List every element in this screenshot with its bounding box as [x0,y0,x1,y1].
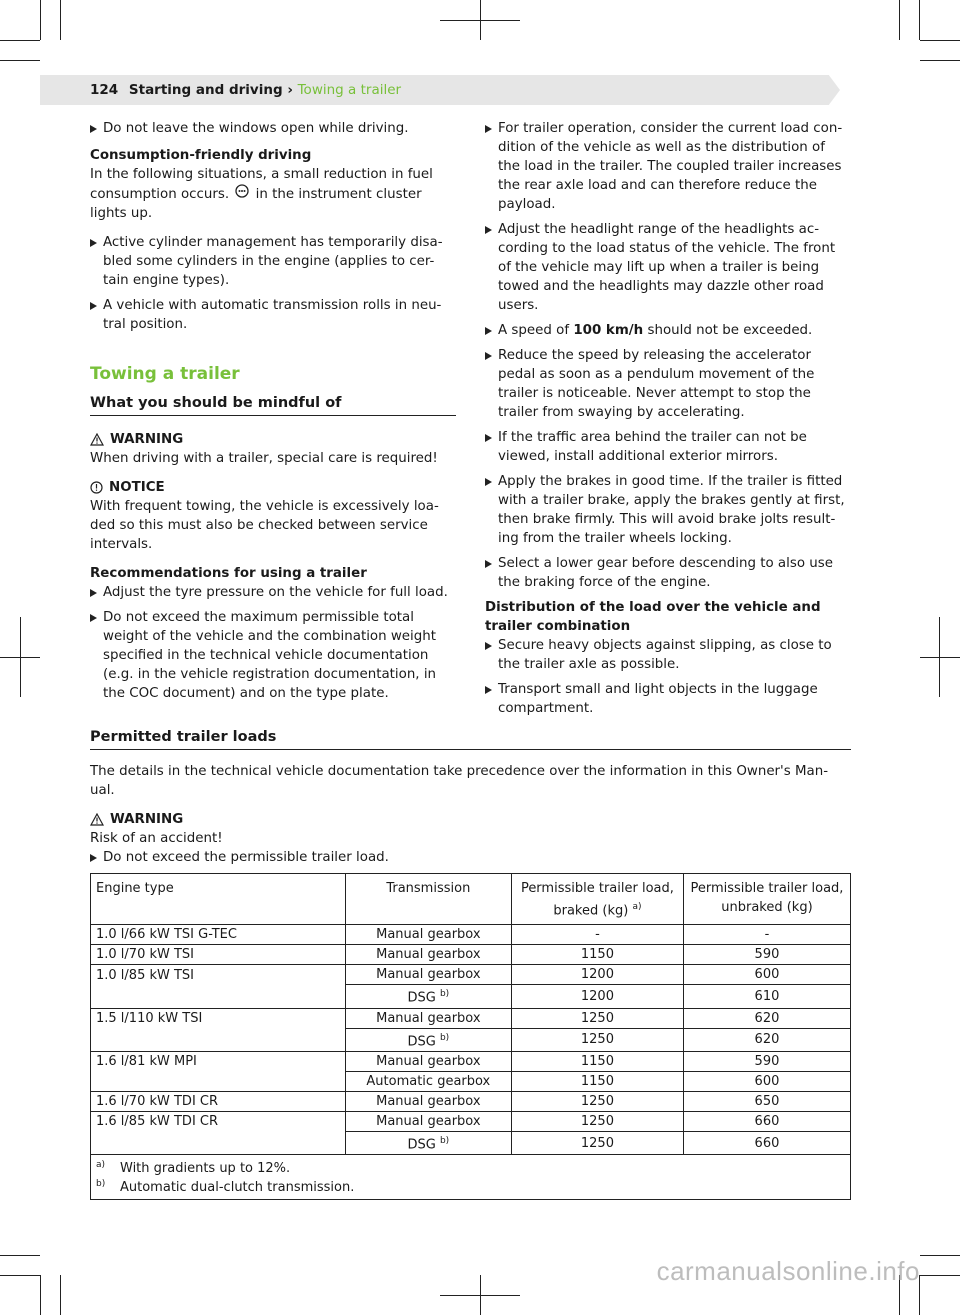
transmission-note: b) [439,989,450,1000]
cell-unbraked [683,1091,850,1111]
cell-braked [511,1051,683,1071]
cell-braked [511,985,683,1008]
page-number: 124 [90,82,119,98]
cell-braked-text: 1200 [580,988,614,1004]
cell-engine [91,1091,345,1111]
cell-engine [91,1051,345,1071]
header-braked-text: Permissible trailer load, braked (kg) [520,881,674,919]
list-item: Adjust the tyre pressure on the vehicle for full load. [90,583,456,602]
cell-engine [91,1008,345,1028]
consumption-block [90,146,456,223]
table-header-row [91,874,850,925]
cell-unbraked [683,1111,850,1131]
warning-text: Risk of an accident! [90,831,223,846]
list-item: Do not leave the windows open while driving. [90,119,456,138]
cell-braked-text: 1250 [580,1135,614,1151]
table-row [91,1071,850,1091]
list-item-speed [485,321,851,340]
cell-transmission-text: Manual gearbox [376,927,481,943]
cell-engine-text: 1.5 l/110 kW TSI [96,1010,203,1026]
cell-engine-text: 1.6 l/70 kW TDI CR [96,1093,219,1109]
cell-braked [511,1028,683,1051]
cell-braked-text: - [595,927,600,943]
transmission-note: b) [439,1135,450,1146]
list-item: A vehicle with automatic transmission rolls in neu-tral position. [90,296,456,334]
cell-transmission [345,945,511,965]
cell-unbraked [683,1131,850,1154]
footnote [96,1159,845,1178]
running-header [90,80,401,100]
cell-engine-text: 1.0 l/66 kW TSI G-TEC [96,927,237,943]
cell-unbraked-text: 660 [754,1135,780,1151]
table-row [91,1131,850,1154]
warning-label: WARNING [110,432,184,447]
cell-transmission [345,1071,511,1091]
cell-transmission [345,1091,511,1111]
sub-title: What you should be mindful of [90,394,456,416]
right-column [485,119,851,724]
trailer-load-table [90,873,851,1200]
section-title: Towing a trailer [90,364,240,384]
list-item: Adjust the headlight range of the headlights ac-cording to the load status of the vehicle. The front of the vehicle may lift up when a trailer is being towed and the headlights may dazzle other road users. [485,220,851,315]
cell-engine-text: 1.6 l/81 kW MPI [96,1054,197,1070]
cell-unbraked-text: 660 [754,1113,780,1129]
table-row [91,1051,850,1071]
cell-engine-text: 1.6 l/85 kW TDI CR [96,1114,219,1130]
cell-unbraked-text: 590 [754,947,780,963]
table-row [91,925,850,945]
cell-transmission-text: DSG [407,990,436,1006]
cell-engine [91,1028,345,1051]
cell-transmission-text: DSG [407,1137,436,1153]
table-row [91,965,850,985]
cell-braked [511,945,683,965]
table-footnotes-row [91,1155,850,1200]
notice-label: NOTICE [109,480,165,495]
eco-mode-icon [235,184,249,204]
consumption-text-1: In the following situations, a small reduction in fuel consumption occurs. [90,167,433,202]
cell-unbraked [683,985,850,1008]
cell-braked-text: 1200 [580,967,614,983]
cell-transmission [345,925,511,945]
cell-transmission [345,1028,511,1051]
cell-engine [91,945,345,965]
warning-label: WARNING [110,812,184,827]
header-braked-note: a) [632,902,642,912]
cell-unbraked [683,1008,850,1028]
cell-transmission [345,1008,511,1028]
cell-transmission-text: DSG [407,1033,436,1049]
cell-transmission-text: Manual gearbox [376,1010,481,1026]
table-row [91,1008,850,1028]
cell-unbraked [683,1028,850,1051]
cell-engine [91,985,345,1008]
list-item: Do not exceed the permissible trailer load. [90,848,851,867]
warning-label-row [90,430,456,449]
speed-value: 100 km/h [573,323,644,338]
warning-triangle-icon [90,813,104,826]
breadcrumb-subsection: Towing a trailer [297,82,402,98]
footnote-mark: a) [96,1160,106,1171]
cell-unbraked-text: 610 [754,988,780,1004]
cell-transmission-text: Manual gearbox [376,967,481,983]
cell-braked [511,1131,683,1154]
cell-unbraked-text: 650 [754,1093,780,1109]
list-item: Reduce the speed by releasing the accelerator pedal as soon as a pendulum movement of the trailer is noticeable. Never attempt to stop the trailer from swaying by accelerating. [485,346,851,422]
list-item: Transport small and light objects in the luggage compartment. [485,680,851,718]
notice-label-row [90,478,456,497]
cell-braked [511,1008,683,1028]
header-engine: Engine type [91,874,345,925]
table-row [91,1028,850,1051]
footnote-mark: b) [96,1179,106,1190]
cell-unbraked [683,945,850,965]
cell-braked-text: 1150 [580,1053,614,1069]
permitted-section [90,728,851,873]
warning-label-row [90,810,851,829]
header-transmission: Transmission [345,874,511,925]
footnote-text: With gradients up to 12%. [120,1161,291,1177]
cell-braked [511,1091,683,1111]
consumption-text-2: in the instrument cluster lights up. [90,187,422,221]
cell-braked [511,925,683,945]
load-table [91,874,850,1199]
cell-engine [91,925,345,945]
breadcrumb-section: Starting and driving [128,82,283,98]
left-column [90,119,456,709]
cell-braked-text: 1150 [580,1073,614,1089]
cell-braked-text: 1250 [580,1010,614,1026]
notice-text: With frequent towing, the vehicle is excessively loa-ded so this must also be checked between service intervals. [90,499,439,552]
list-item: Active cylinder management has temporarily disa-bled some cylinders in the engine (applies to cer-tain engine types). [90,233,456,290]
list-item: If the traffic area behind the trailer can not be viewed, install additional exterior mirrors. [485,428,851,466]
cell-braked [511,1071,683,1091]
cell-transmission-text: Manual gearbox [376,1053,481,1069]
cell-braked [511,1111,683,1131]
cell-braked-text: 1250 [580,1032,614,1048]
cell-unbraked [683,1071,850,1091]
cell-transmission [345,1111,511,1131]
cell-unbraked-text: 590 [754,1053,780,1069]
cell-engine [91,1071,345,1091]
cell-unbraked-text: 620 [754,1010,780,1026]
cell-transmission [345,1131,511,1154]
cell-braked-text: 1150 [580,947,614,963]
permitted-intro: The details in the technical vehicle documentation take precedence over the information in this Owner's Man-ual. [90,764,829,798]
footnotes [91,1155,850,1200]
watermark: carmanualsonline.info [656,1256,920,1286]
table-row [91,945,850,965]
cell-braked-text: 1250 [580,1093,614,1109]
cell-engine-text: 1.0 l/85 kW TSI [96,967,195,983]
cell-engine [91,965,345,985]
footnote [96,1178,845,1197]
consumption-heading: Consumption-friendly driving [90,148,312,163]
notice-icon [90,481,103,494]
header-braked [511,874,683,925]
cell-engine-text: 1.0 l/70 kW TSI [96,947,195,963]
header-unbraked: Permissible trailer load, unbraked (kg) [683,874,850,925]
speed-suffix: should not be exceeded. [647,323,813,338]
cell-braked-text: 1250 [580,1113,614,1129]
cell-transmission-text: Manual gearbox [376,947,481,963]
warning-text: When driving with a trailer, special care is required! [90,451,438,466]
table-row [91,985,850,1008]
list-item: Apply the brakes in good time. If the trailer is fitted with a trailer brake, apply the brakes gently at first, then brake firmly. This will avoid brake jolts result-ing from the trailer wheels locking. [485,472,851,548]
cell-unbraked [683,925,850,945]
cell-unbraked-text: 600 [754,967,780,983]
list-item: Select a lower gear before descending to also use the braking force of the engine. [485,554,851,592]
table-row [91,1111,850,1131]
list-item: Secure heavy objects against slipping, as close to the trailer axle as possible. [485,636,851,674]
cell-unbraked [683,965,850,985]
cell-transmission [345,1051,511,1071]
list-item: Do not exceed the maximum permissible total weight of the vehicle and the combination weight specified in the technical vehicle documentation (e.g. in the vehicle registration documentation, in the COC document) and on the type plate. [90,608,456,703]
cell-unbraked-text: 600 [754,1073,780,1089]
transmission-note: b) [439,1032,450,1043]
list-item: For trailer operation, consider the current load con-dition of the vehicle as well as the distribution of the load in the trailer. The coupled trailer increases the rear axle load and can therefore reduce the payload. [485,119,851,214]
cell-braked [511,965,683,985]
cell-engine [91,1131,345,1154]
cell-transmission-text: Automatic gearbox [366,1073,491,1089]
cell-unbraked-text: 620 [754,1032,780,1048]
cell-transmission [345,985,511,1008]
cell-transmission-text: Manual gearbox [376,1113,481,1129]
recommendations-heading: Recommendations for using a trailer [90,566,367,581]
table-row [91,1091,850,1111]
cell-transmission [345,965,511,985]
permitted-title: Permitted trailer loads [90,728,851,750]
cell-transmission-text: Manual gearbox [376,1093,481,1109]
footnote-text: Automatic dual-clutch transmission. [120,1180,355,1196]
cell-unbraked [683,1051,850,1071]
distribution-heading: Distribution of the load over the vehicle and trailer combination [485,600,821,634]
warning-triangle-icon [90,433,104,446]
cell-unbraked-text: - [764,927,770,943]
breadcrumb-separator: › [287,82,293,98]
cell-engine [91,1111,345,1131]
speed-prefix: A speed of [498,323,570,338]
